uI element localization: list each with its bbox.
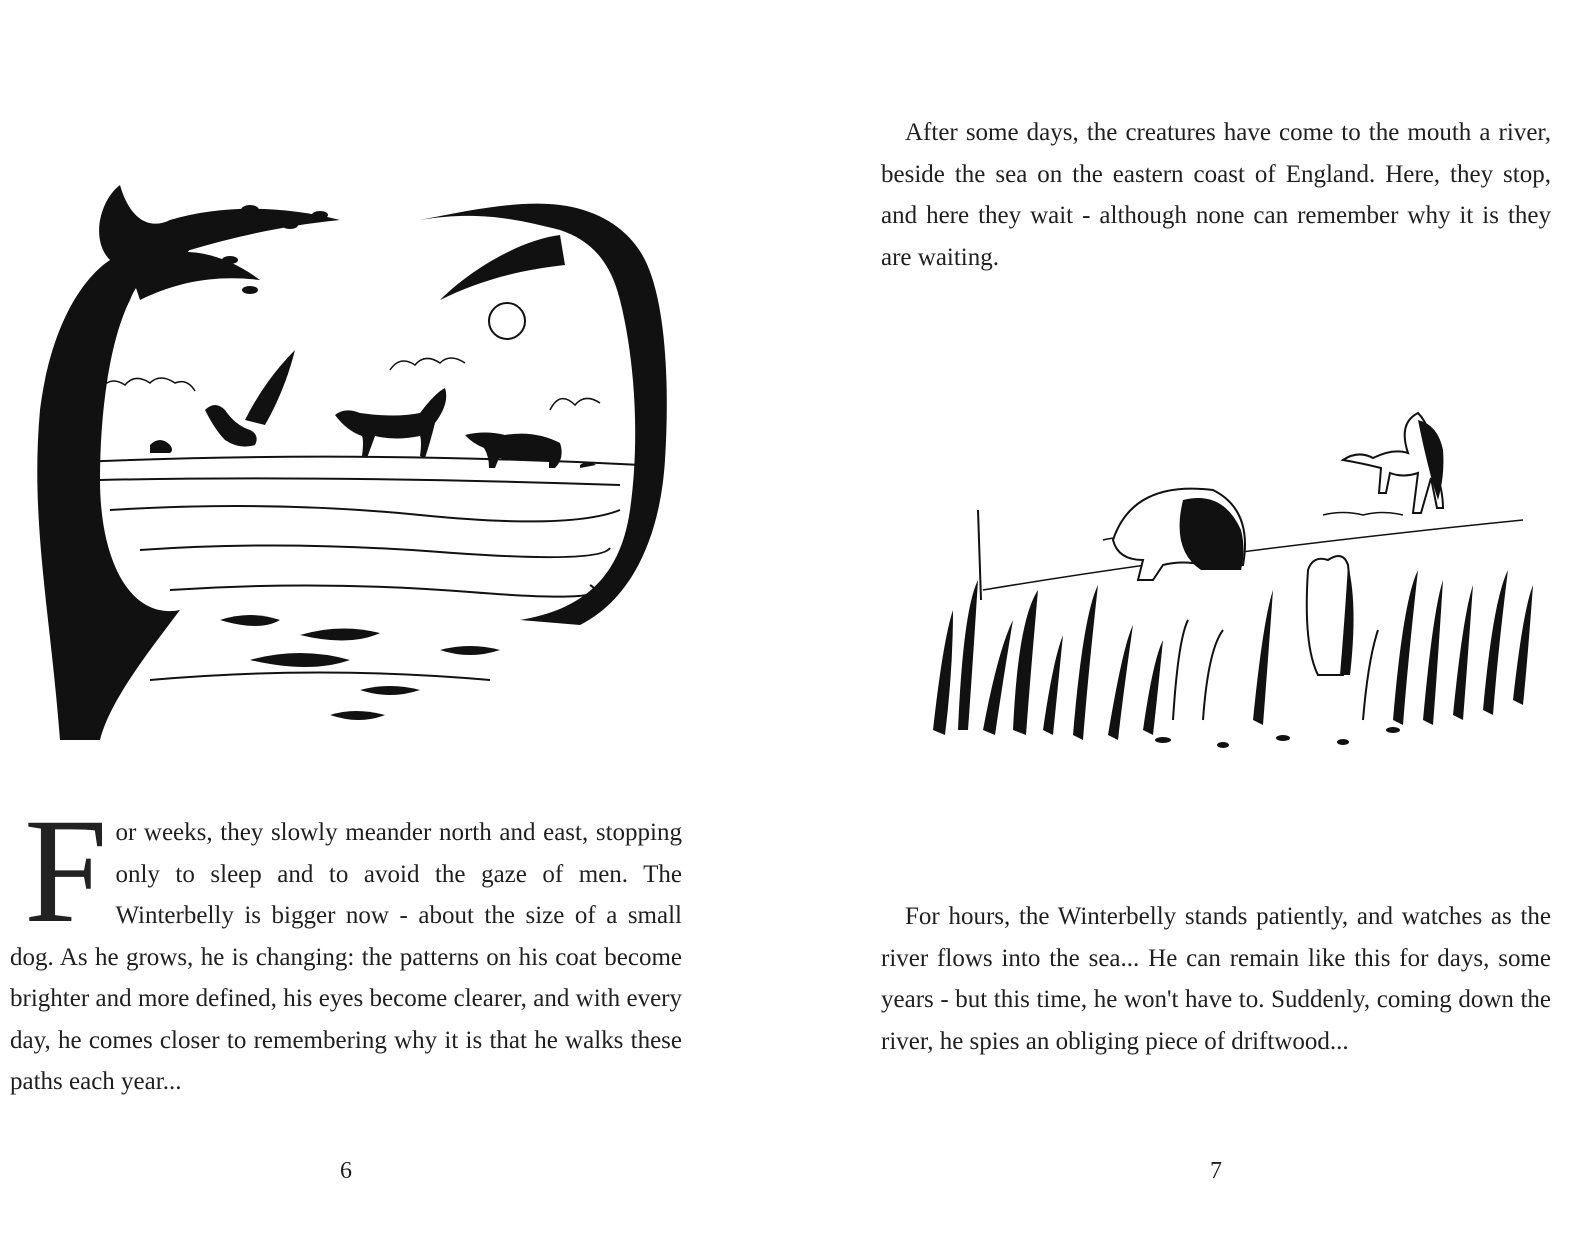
right-page-top-text xyxy=(881,112,1551,278)
right-page-bottom-paragraph: For hours, the Winterbelly stands patiently, and watches as the river flows into the sea... He can remain like this for days, some years - but this time, he won't have to. Suddenly, coming down the river, he spies an obliging piece of driftwood... xyxy=(881,903,1551,1055)
river-scene-drawing xyxy=(923,400,1543,760)
page-number: 7 xyxy=(1210,1158,1222,1184)
illustration-creatures-by-river xyxy=(923,400,1543,760)
illustration-animals-crossing-marsh xyxy=(20,180,680,740)
page-number: 6 xyxy=(340,1158,352,1184)
drop-cap-letter: F xyxy=(24,788,108,954)
right-page-bottom-text xyxy=(881,896,1551,1062)
left-page-text xyxy=(10,788,682,1103)
right-page xyxy=(793,0,1586,1241)
marsh-scene-drawing xyxy=(20,180,680,740)
left-page-paragraph: or weeks, they slowly meander north and east, stopping only to sleep and to avoid the gaze of men. The Winterbelly is bigger now - about the size of a small dog. As he grows, he is changing: the patterns on his coat become brighter and more defined, his eyes become clearer, and with every day, he comes closer to remembering why it is that he walks these paths each year... xyxy=(10,819,682,1095)
right-page-top-paragraph: After some days, the creatures have come to the mouth a river, beside the sea on the eastern coast of England. Here, they stop, and here they wait - although none can remember why it is they are waiting. xyxy=(881,119,1551,271)
